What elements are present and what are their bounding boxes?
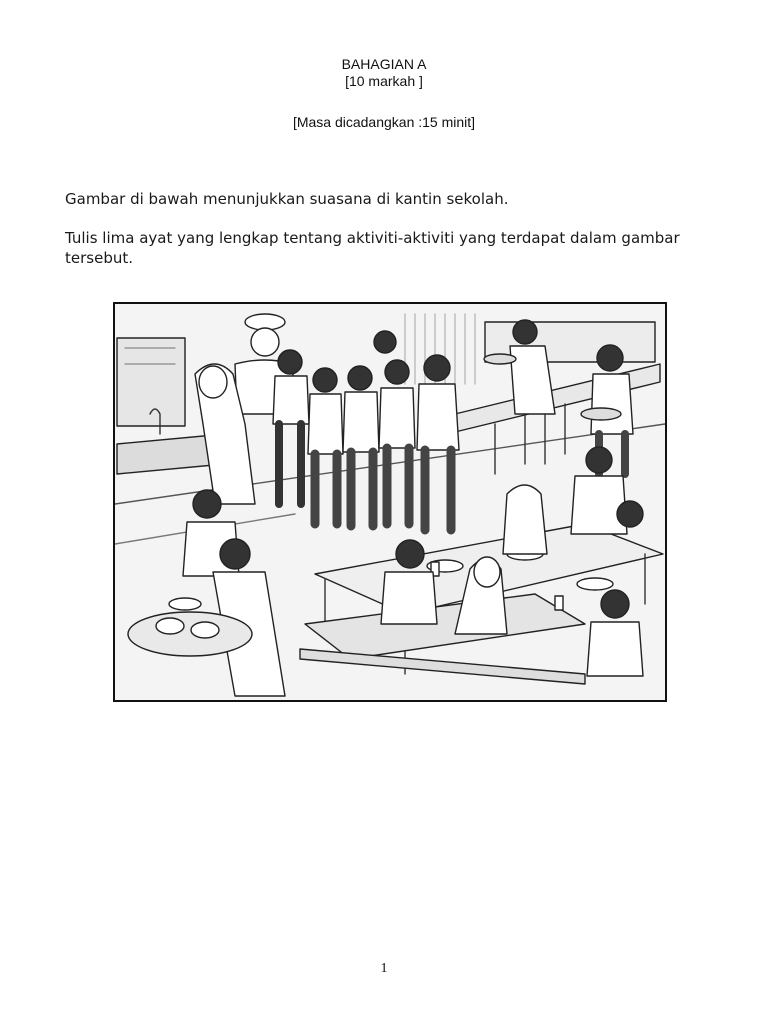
instruction-line-1: Gambar di bawah menunjukkan suasana di kantin sekolah.	[65, 190, 509, 208]
canteen-scene-drawing	[115, 304, 665, 700]
page-number: 1	[380, 961, 388, 976]
canteen-illustration	[113, 302, 667, 702]
marks-label: [10 markah ]	[345, 73, 423, 89]
instruction-line-2: Tulis lima ayat yang lengkap tentang aktiviti-aktiviti yang terdapat dalam gambar tersebut.	[65, 229, 680, 267]
section-title: BAHAGIAN A	[341, 56, 427, 72]
suggested-time: [Masa dicadangkan :15 minit]	[292, 114, 476, 130]
